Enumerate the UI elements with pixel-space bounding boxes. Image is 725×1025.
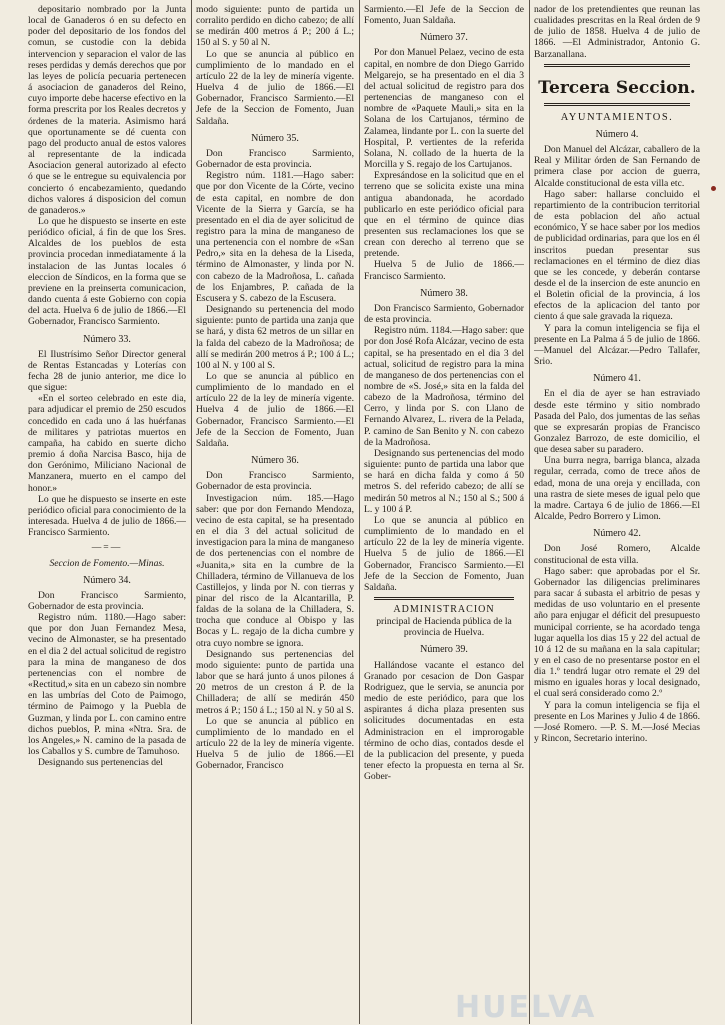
paragraph: Designando sus pertenencias del modo siguiente: punto de partida una labor que se hará en dicha falda y como á 50 metros S. del referido cabezo; de allí se medirán 50 metros al N.; 150 al S.; 500 á L. y 100 á P.	[364, 447, 524, 515]
paragraph: depositario nombrado por la Junta local de Ganaderos ó en su defecto en poder del depositario de los fondos del comun, se custodie con la debida intervencion y separacion el valor de las reses perdidas y demás derechos que por las leyes de policía pecuaria pertenecen á asociacion de ganaderos del Reino, cuyo importe debe hacerse efectivo en la forma prescrita por los Reales decretos y órdenes de la materia. Asimismo hará que oportunamente se dé cuenta con pago del producto anual de estos valores al representante de la indicada Asociacion general autorizado al efecto ó que se le entregue su equivalencia por concierto ó encabezamiento, quedando dichos valores á disposicion del comun de ganaderos.»	[28, 4, 186, 216]
separator: —=—	[91, 542, 123, 554]
paragraph: Don José Romero, Alcalde constitucional de esta villa.	[534, 543, 700, 566]
paragraph: Hago saber: que aprobadas por el Sr. Gobernador las diligencias preliminares para sacar á subasta el arbitrio de pesas y medidas de uso voluntario en el presente año para enjugar el déficit del presupuesto municipal corriente, se ha acordado tenga lugar aquella los dias 15 y 22 del actual de 10 á 12 de su mañana en la sala capitular; y en el caso de no presentarse postor en el dia 1.º tendrá lugar otro remate el 29 del mismo en iguales horas y local designado, el cual será considerado como 2.º	[534, 565, 700, 700]
paragraph: Don Francisco Sarmiento, Gobernador de esta provincia.	[196, 147, 354, 171]
paragraph: Hallándose vacante el estanco del Granado por cesacion de Don Gaspar Rodriguez, que le servia, se anuncia por medio de este periódico, para que los aspirantes á dicha plaza presenten sus solicitudes documentadas en esta Administracion en el improrogable término de ocho dias, contados desde el de la publicacion del presente, y pueda tener efecto la propuesta en terna al Sr. Gober-	[364, 659, 524, 783]
paragraph: Lo que he dispuesto se inserte en este periódico oficial, á fin de que los Sres. Alcaldes de los pueblos de esta provincia procedan inmediatamente á la instalacion de las Juntas locales ó eleccion de Síndicos, en la forma que se previene en la preinserta comunicacion, dando cuenta á este Gobierno con copia del acta. Huelva 6 de julio de 1866.—El Gobernador, Francisco Sarmiento.	[28, 215, 186, 328]
section-divider	[374, 597, 514, 600]
notice-number: Número 35.	[251, 132, 299, 144]
paragraph: modo siguiente: punto de partida un corralito perdido en dicho cabezo; de allí se medirán 400 metros á P.; 200 á L.; 150 al S. y 50 al N.	[196, 4, 354, 49]
notice-number: Número 42.	[593, 528, 641, 540]
paragraph: Don Francisco Sarmiento, Gobernador de esta provincia.	[28, 589, 186, 612]
notice-number: Número 4.	[595, 128, 639, 140]
paragraph: nador de los pretendientes que reunan las cualidades prescritas en la Real órden de 9 de julio de 1858. Huelva 4 de julio de 1866. —El Administrador, Antonio G. Barzanallana.	[534, 4, 700, 60]
notice-number: Número 33.	[83, 333, 131, 345]
paragraph: Y para la comun inteligencia se fija el presente en Los Marines y Julio 4 de 1866.—José Romero. —P. S. M.—José Mecias y Rincon, Secretario interino.	[534, 699, 700, 745]
paragraph: Lo que he dispuesto se inserte en este periódico oficial para conocimiento de la interesada. Huelva 4 de julio de 1866.—Francisco Sarmiento.	[28, 493, 186, 539]
column-2	[196, 4, 354, 1020]
column-rule	[191, 0, 192, 1024]
paragraph: Designando sus pertenencias del modo siguiente: punto de partida una labor que se hará junto á unos pilones á 20 metros de un creston á P. de la Chilladera; de allí se medirán 450 metros á P.; 150 á L.; 150 al N. y 50 al S.	[196, 648, 354, 716]
paragraph: Designando su pertenencia del modo siguiente: punto de partida una zanja que se hará, y dista 62 metros de un sillar en la falda del cabezo de la Madroñosa; de allí se medirán 200 metros á P.; 100 á L.; 100 al N. y 100 al S.	[196, 304, 354, 371]
paragraph: Una burra negra, barriga blanca, alzada regular, cerrada, como de trece años de edad, mona de una oreja y encillada, con una rastra de siete meses de igual pelo que la madre. Cartaya 6 de julio de 1866.—El Alcalde, Pedro Borrero y Limon.	[534, 455, 700, 523]
section-heading: ADMINISTRACION	[393, 603, 495, 615]
section-title: Tercera Seccion.	[538, 77, 696, 98]
paragraph: Registro núm. 1180.—Hago saber: que por don Juan Fernandez Mesa, vecino de Almonaster, se ha presentado en el dia 2 del actual solicitud de registro para la mina de manganeso de dos pertenencias con el nombre de «Rectitud,» sita en un cabezo sin nombre en las umbrías del Coto de Paimogo, término de Paimogo y la Puebla de Guzman, y linda por L. con camino entre dichos pueblos, P. mina «Ntra. Sra. de los Angeles,» N. camino de la pasada de los Caballos y S. cumbre de Tamuhoso.	[28, 612, 186, 757]
notice-number: Número 34.	[83, 574, 131, 586]
notice-number: Número 36.	[251, 455, 299, 467]
paragraph: Huelva 5 de Julio de 1866.— Francisco Sarmiento.	[364, 259, 524, 282]
section-heading: AYUNTAMIENTOS.	[560, 111, 674, 123]
column-rule	[529, 0, 530, 1024]
paragraph: Don Manuel del Alcázar, caballero de la Real y Militar órden de San Fernando de primera clase por accion de guerra, Alcalde constitucional de esta villa etc.	[534, 144, 700, 189]
notice-number: Número 38.	[420, 287, 468, 299]
notice-number: Número 37.	[420, 32, 468, 44]
paragraph: Por don Manuel Pelaez, vecino de esta capital, en nombre de don Diego Garrido Melgarejo, se ha presentado en el dia 3 del actual solicitud de registro para dos pertenencias de manganeso con el nombre de «Paquete Mauli,» sita en la Solana de los Cartujanos, término de Zalamea, lindante por L. con la suerte del Hospital, P. vertientes de la referida Solana, N. collado de la huerta de la Morcilla y S. regajo de los Cartujanos.	[364, 47, 524, 171]
section-divider	[544, 103, 690, 106]
watermark: HUELVA	[455, 990, 597, 1025]
paragraph: En el dia de ayer se han estraviado desde este término y sitio nombrado Pasada del Palo, dos jumentas de las señas que se expresarán propias de Francisco Gonzalez Barrozo, de este domicilio, el que desea saber su paradero.	[534, 388, 700, 456]
paragraph: Investigacion núm. 185.—Hago saber: que por don Fernando Mendoza, vecino de esta capital, se ha presentado en el dia 3 del actual solicitud de investigacion para la mina de manganeso de dos pertenencias con el nombre de «Juanita,» sita en la cumbre de la Chilladera, término de Villanueva de los Castillejos, y linda por N. con tierras y pinar del risco de la Alcantarilla, P. faldas de la solana de la Chilladera, S. trocha que conduce al Obispo y las Bocas y L. regajo de la dicha cumbre y otra cuyo nombre se ignora.	[196, 492, 354, 649]
notice-number: Número 41.	[593, 373, 641, 385]
paragraph: Hago saber: hallarse concluido el repartimiento de la contribucion territorial de esta poblacion del año actual económico, Y se hace saber por los medios de publicidad ordinarias, para que los en él inscritos puedan presentar sus reclamaciones en el término de diez dias que se les concede, y deberán contarse desde el de la insercion de este anuncio en el Boletin oficial de la provincia, á los efectos de la aplicacion del tanto por ciento á que sale gravada la riqueza.	[534, 188, 700, 323]
section-heading: Seccion de Fomento.—Minas.	[49, 557, 165, 569]
paragraph: Lo que se anuncia al público en cumplimiento de lo mandado en el artículo 22 de la ley de minería vigente. Huelva 4 de julio de 1866.—El Gobernador, Francisco Sarmiento.—El Jefe de la Seccion de Fomento, Juan Saldaña.	[196, 371, 354, 449]
paragraph: Registro núm. 1184.—Hago saber: que por don José Rofa Alcázar, vecino de esta capital, se ha presentado en el dia 3 del actual, solicitud de registro para la mina de manganeso de dos pertenencias con el nombre de «S. José,» sita en la falda del cabezo de la Madroñosa, término del Cerro, y linda por S. con Llano de Fernando Alvarez, L. rivera de la Pelada, P. camino de San Benito y N. con cabezo de la Madroñosa.	[364, 325, 524, 448]
paragraph: Y para la comun inteligencia se fija el presente en La Palma á 5 de julio de 1866.—Manuel del Alcázar.—Pedro Tallafer, Srio.	[534, 322, 700, 368]
paragraph: Registro núm. 1181.—Hago saber: que por don Vicente de la Córte, vecino de esta capital, en nombre de don Vicente de la Sierra y García, se ha presentado en el dia de ayer solicitud de registro para la mina de manganeso de una pertenencia con el nombre de «San Pedro,» sita en la dehesa de la Liseda, término de Almonaster, y linda por N. con cabezo de la Madroñosa, L. cañada de los Enjambres, P. cañada de la Escusera y S. cabezo de la Escusera.	[196, 170, 354, 304]
ink-spot	[711, 186, 716, 191]
column-3	[364, 4, 524, 1020]
paragraph: Don Francisco Sarmiento, Gobernador de esta provincia.	[364, 302, 524, 326]
column-rule	[359, 0, 360, 1024]
column-1	[28, 4, 186, 1020]
paragraph: Lo que se anuncia al público en cumplimiento de lo mandado en el artículo 22 de la ley de minería vigente. Huelva 5 de julio de 1866.—El Gobernador, Francisco	[196, 715, 354, 772]
paragraph: Lo que se anuncia al público en cumplimiento de lo mandado en el artículo 22 de la ley de minería vigente. Huelva 5 de julio de 1866.—El Gobernador, Francisco Sarmiento.—El Jefe de la Seccion de Fomento, Juan Saldaña.	[364, 514, 524, 593]
paragraph: Sarmiento.—El Jefe de la Seccion de Fomento, Juan Saldaña.	[364, 4, 524, 27]
paragraph: Designando sus pertenencias del	[38, 757, 163, 769]
paragraph: Expresándose en la solicitud que en el terreno que se solicita existe una mina antigua abandonada, he acordado publicarlo en este periódico oficial para que en el término de quince dias presenten sus reclamaciones los que se crean con derecho al terreno que se pretende.	[364, 170, 524, 260]
paragraph: Lo que se anuncia al público en cumplimiento de lo mandado en el artículo 22 de la ley de minería vigente. Huelva 4 de julio de 1866.—El Gobernador, Francisco Sarmiento.—El Jefe de la Seccion de Fomento, Juan Saldaña.	[196, 48, 354, 127]
paragraph: El Ilustrísimo Señor Director general de Rentas Estancadas y Loterías con fecha 28 de junio anterior, me dice lo que sigue:	[28, 348, 186, 394]
section-subheading: principal de Hacienda pública de la provincia de Huelva.	[376, 616, 512, 639]
notice-number: Número 39.	[420, 644, 468, 656]
paragraph: «En el sorteo celebrado en este dia, para adjudicar el premio de 250 escudos concedido en cada uno á las huérfanas de militares y patriotas muertos en campaña, ha cabido en suerte dicho premio á doña Narcisa Basco, hija de don Gerónimo, Miliciano Nacional de Manzanera, muerto en el campo del honor.»	[28, 393, 186, 494]
section-divider	[544, 64, 690, 67]
paragraph: Don Francisco Sarmiento, Gobernador de esta provincia.	[196, 470, 354, 493]
column-4	[534, 4, 700, 1020]
